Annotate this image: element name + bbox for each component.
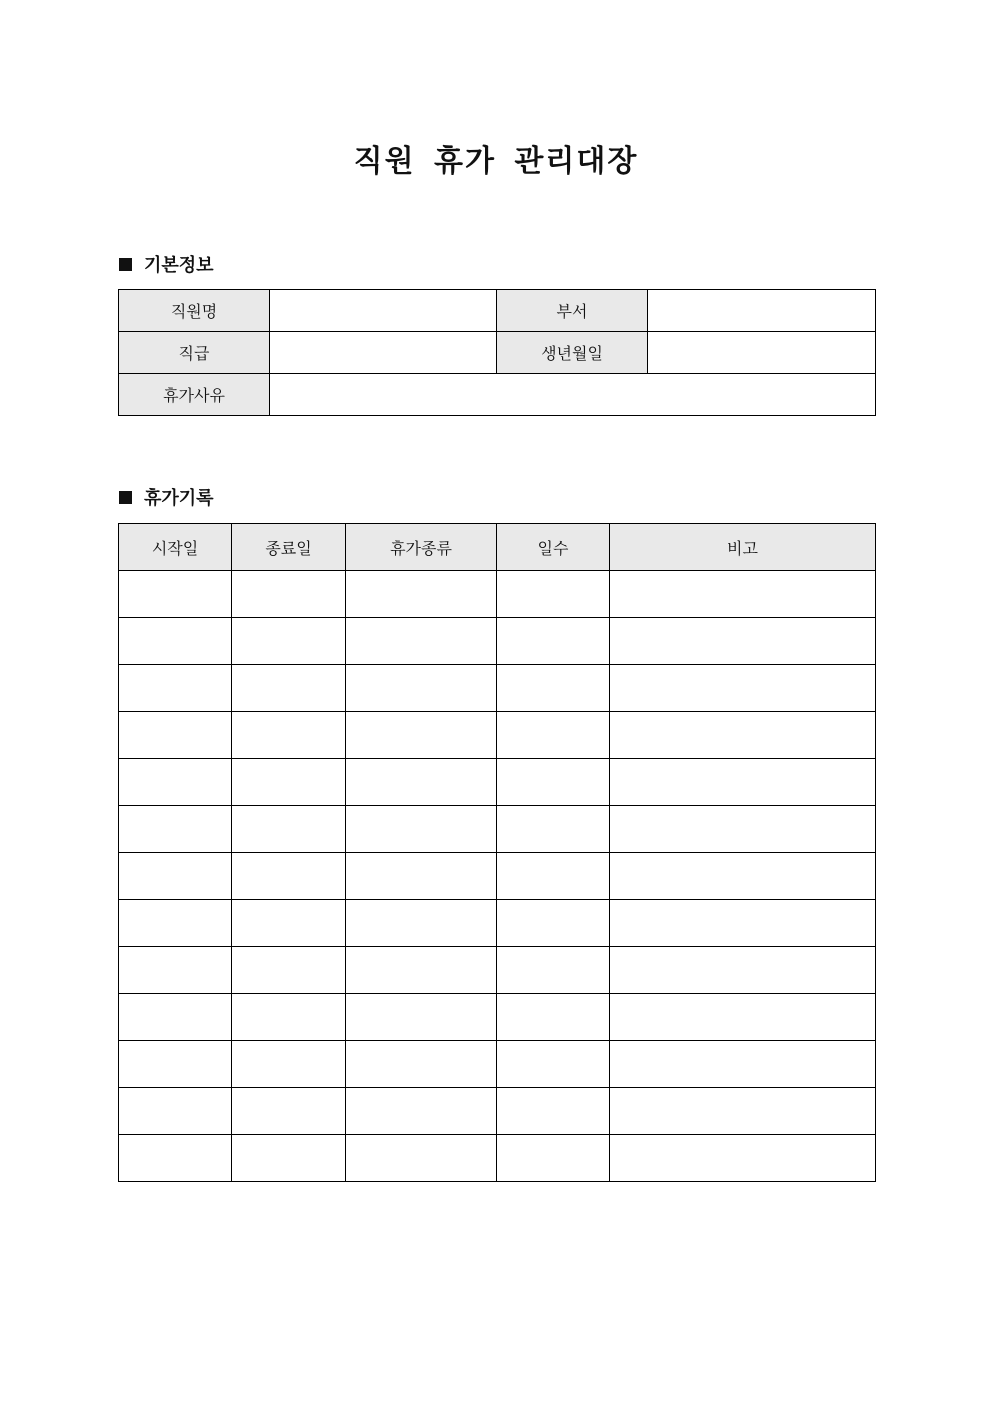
reason-field[interactable] [270,374,876,416]
table-row [119,332,876,374]
reason-label: 휴가사유 [119,374,270,416]
days-cell[interactable] [497,1041,610,1088]
remarks-cell[interactable] [610,1088,876,1135]
remarks-cell[interactable] [610,947,876,994]
end-date-cell[interactable] [232,1088,346,1135]
position-label: 직급 [119,332,270,374]
days-cell[interactable] [497,571,610,618]
start-date-cell[interactable] [119,759,232,806]
table-header-row [119,524,876,571]
page-title: 직원 휴가 관리대장 [353,144,639,179]
end-date-cell[interactable] [232,806,346,853]
table-row [119,374,876,416]
days-cell[interactable] [497,618,610,665]
table-row [119,759,876,806]
table-row [119,571,876,618]
column-header-days: 일수 [497,524,610,571]
employee-name-field[interactable] [270,290,497,332]
section-heading-label: 휴가기록 [144,488,214,509]
table-row [119,853,876,900]
days-cell[interactable] [497,853,610,900]
birthdate-label: 생년월일 [497,332,648,374]
section-heading-label: 기본정보 [144,255,214,276]
days-cell[interactable] [497,806,610,853]
remarks-cell[interactable] [610,900,876,947]
start-date-cell[interactable] [119,1135,232,1182]
leave-type-cell[interactable] [346,994,497,1041]
end-date-cell[interactable] [232,665,346,712]
column-header-remarks: 비고 [610,524,876,571]
leave-records-table [118,523,876,1182]
records-body [119,571,876,1182]
basic-info-table [118,289,876,416]
end-date-cell[interactable] [232,947,346,994]
days-cell[interactable] [497,1088,610,1135]
leave-type-cell[interactable] [346,571,497,618]
end-date-cell[interactable] [232,712,346,759]
start-date-cell[interactable] [119,806,232,853]
table-row [119,1088,876,1135]
start-date-cell[interactable] [119,1041,232,1088]
table-row [119,947,876,994]
column-header-leave-type: 휴가종류 [346,524,497,571]
days-cell[interactable] [497,759,610,806]
start-date-cell[interactable] [119,618,232,665]
birthdate-field[interactable] [648,332,876,374]
remarks-cell[interactable] [610,1135,876,1182]
department-label: 부서 [497,290,648,332]
remarks-cell[interactable] [610,712,876,759]
remarks-cell[interactable] [610,759,876,806]
leave-type-cell[interactable] [346,618,497,665]
leave-type-cell[interactable] [346,806,497,853]
remarks-cell[interactable] [610,665,876,712]
table-row [119,900,876,947]
table-row [119,994,876,1041]
start-date-cell[interactable] [119,994,232,1041]
leave-type-cell[interactable] [346,947,497,994]
remarks-cell[interactable] [610,1041,876,1088]
table-row [119,806,876,853]
end-date-cell[interactable] [232,759,346,806]
start-date-cell[interactable] [119,571,232,618]
start-date-cell[interactable] [119,853,232,900]
end-date-cell[interactable] [232,994,346,1041]
leave-type-cell[interactable] [346,1088,497,1135]
table-row [119,1135,876,1182]
end-date-cell[interactable] [232,900,346,947]
table-row [119,1041,876,1088]
start-date-cell[interactable] [119,900,232,947]
days-cell[interactable] [497,712,610,759]
section-heading-records [119,485,214,509]
start-date-cell[interactable] [119,1088,232,1135]
table-row [119,290,876,332]
square-bullet-icon [119,491,132,504]
remarks-cell[interactable] [610,618,876,665]
department-field[interactable] [648,290,876,332]
days-cell[interactable] [497,665,610,712]
table-row [119,618,876,665]
remarks-cell[interactable] [610,571,876,618]
table-row [119,712,876,759]
end-date-cell[interactable] [232,1041,346,1088]
table-row [119,665,876,712]
days-cell[interactable] [497,1135,610,1182]
column-header-start-date: 시작일 [119,524,232,571]
leave-type-cell[interactable] [346,665,497,712]
leave-type-cell[interactable] [346,759,497,806]
leave-type-cell[interactable] [346,1135,497,1182]
leave-type-cell[interactable] [346,1041,497,1088]
position-field[interactable] [270,332,497,374]
column-header-end-date: 종료일 [232,524,346,571]
end-date-cell[interactable] [232,571,346,618]
days-cell[interactable] [497,900,610,947]
leave-type-cell[interactable] [346,900,497,947]
section-heading-basic-info [119,252,214,276]
leave-type-cell[interactable] [346,853,497,900]
start-date-cell[interactable] [119,712,232,759]
days-cell[interactable] [497,994,610,1041]
remarks-cell[interactable] [610,853,876,900]
end-date-cell[interactable] [232,1135,346,1182]
start-date-cell[interactable] [119,665,232,712]
square-bullet-icon [119,258,132,271]
remarks-cell[interactable] [610,806,876,853]
leave-type-cell[interactable] [346,712,497,759]
days-cell[interactable] [497,947,610,994]
start-date-cell[interactable] [119,947,232,994]
employee-name-label: 직원명 [119,290,270,332]
end-date-cell[interactable] [232,853,346,900]
remarks-cell[interactable] [610,994,876,1041]
end-date-cell[interactable] [232,618,346,665]
